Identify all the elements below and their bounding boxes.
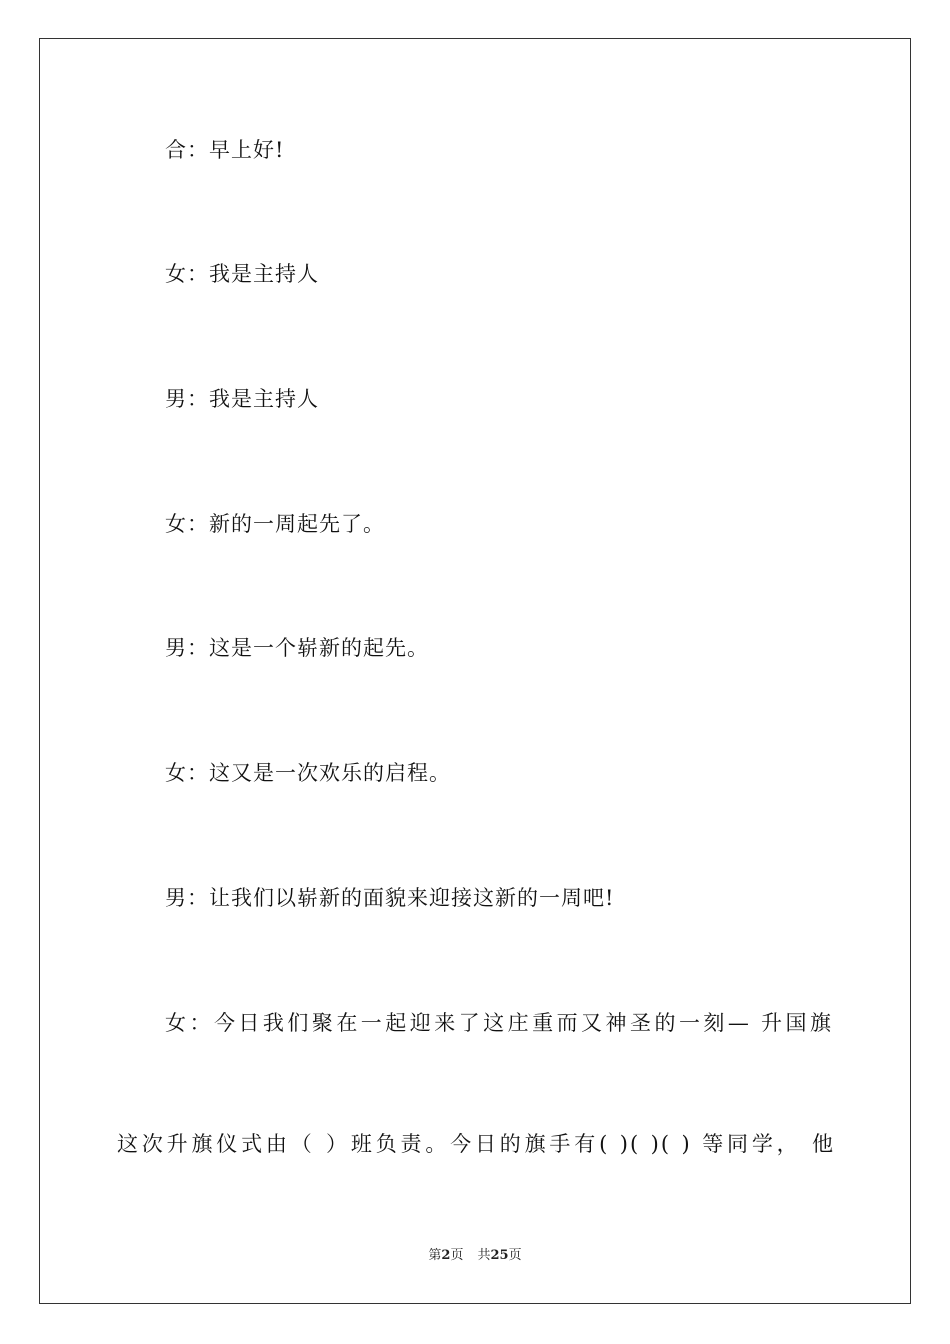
footer-page-prefix: 第 [428, 1248, 442, 1263]
footer-page-suffix: 页 [450, 1248, 464, 1263]
footer-page-number: 2 [441, 1248, 451, 1263]
footer-total-pages: 25 [490, 1248, 509, 1263]
script-line-6: 女：这又是一次欢乐的启程。 [165, 761, 451, 785]
page-footer [0, 1247, 950, 1265]
script-line-8: 女：今日我们聚在一起迎来了这庄重而又神圣的一刻— 升国旗 [165, 1011, 833, 1035]
script-line-2: 女：我是主持人 [165, 262, 319, 286]
script-line-5: 男：这是一个崭新的起先。 [165, 636, 429, 660]
script-line-7: 男：让我们以崭新的面貌来迎接这新的一周吧! [165, 886, 615, 910]
footer-total-suffix: 页 [508, 1248, 522, 1263]
footer-total-prefix: 共 [477, 1248, 491, 1263]
page-border [39, 38, 911, 1304]
script-line-9: 这次升旗仪式由（ ）班负责。今日的旗手有( )( )( ) 等同学， 他 [117, 1132, 835, 1156]
script-line-1: 合：早上好! [165, 138, 285, 162]
script-line-3: 男：我是主持人 [165, 387, 319, 411]
script-line-4: 女：新的一周起先了。 [165, 512, 385, 536]
